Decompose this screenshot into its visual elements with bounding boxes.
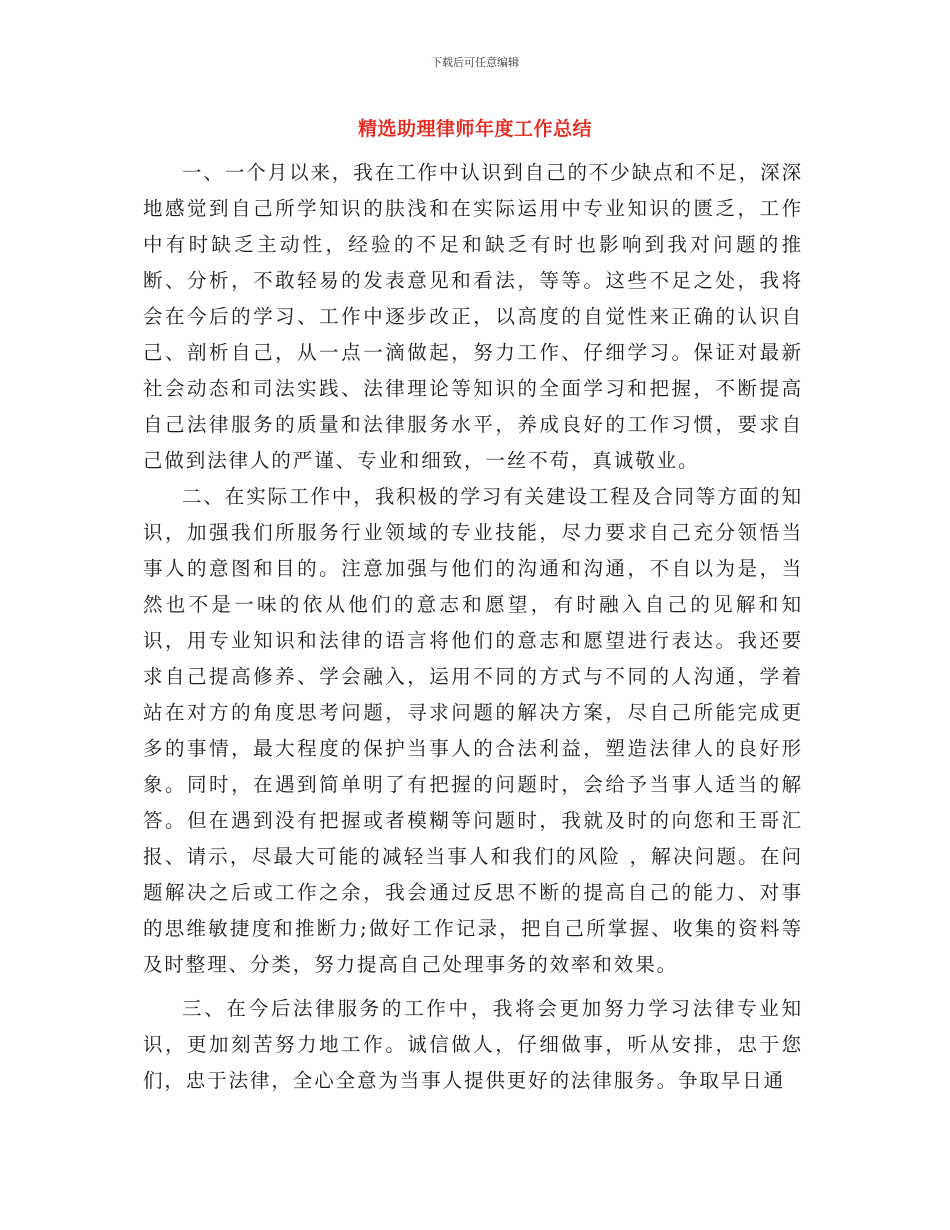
paragraph-1: 一、一个月以来，我在工作中认识到自己的不少缺点和不足，深深地感觉到自己所学知识的肤浅和在实际运用中专业知识的匮乏，工作中有时缺乏主动性，经验的不足和缺乏有时也影响到我对问题的推断、分析，不敢轻易的发表意见和看法，等等。这些不足之处，我将会在今后的学习、工作中逐步改正，以高度的自觉性来正确的认识自己、剖析自己，从一点一滴做起，努力工作、仔细学习。保证对最新社会动态和司法实践、法律理论等知识的全面学习和把握，不断提高自己法律服务的质量和法律服务水平，养成良好的工作习惯，要求自己做到法律人的严谨、专业和细致，一丝不苟，真诚敬业。 [143, 161, 803, 472]
document-body [143, 155, 803, 1099]
page-header-note: 下载后可任意编辑 [431, 56, 519, 69]
document-title: 精选助理律师年度工作总结 [357, 118, 592, 140]
paragraph-2: 二、在实际工作中，我积极的学习有关建设工程及合同等方面的知识，加强我们所服务行业领域的专业技能，尽力要求自己充分领悟当事人的意图和目的。注意加强与他们的沟通和沟通，不自以为是，当然也不是一味的依从他们的意志和愿望，有时融入自己的见解和知识，用专业知识和法律的语言将他们的意志和愿望进行表达。我还要求自己提高修养、学会融入，运用不同的方式与不同的人沟通，学着站在对方的角度思考问题，寻求问题的解决方案，尽自己所能完成更多的事情，最大程度的保护当事人的合法利益，塑造法律人的良好形象。同时，在遇到简单明了有把握的问题时，会给予当事人适当的解答。但在遇到没有把握或者模糊等问题时，我就及时的向您和王哥汇报、请示，尽最大可能的减轻当事人和我们的风险 ，解决问题。在问题解决之后或工作之余，我会通过反思不断的提高自己的能力、对事的思维敏捷度和推断力;做好工作记录，把自己所掌握、收集的资料等及时整理、分类，努力提高自己处理事务的效率和效果。 [143, 485, 803, 976]
paragraph-3: 三、在今后法律服务的工作中，我将会更加努力学习法律专业知识，更加刻苦努力地工作。诚信做人，仔细做事，听从安排，忠于您们，忠于法律，全心全意为当事人提供更好的法律服务。争取早日通 [143, 997, 803, 1092]
